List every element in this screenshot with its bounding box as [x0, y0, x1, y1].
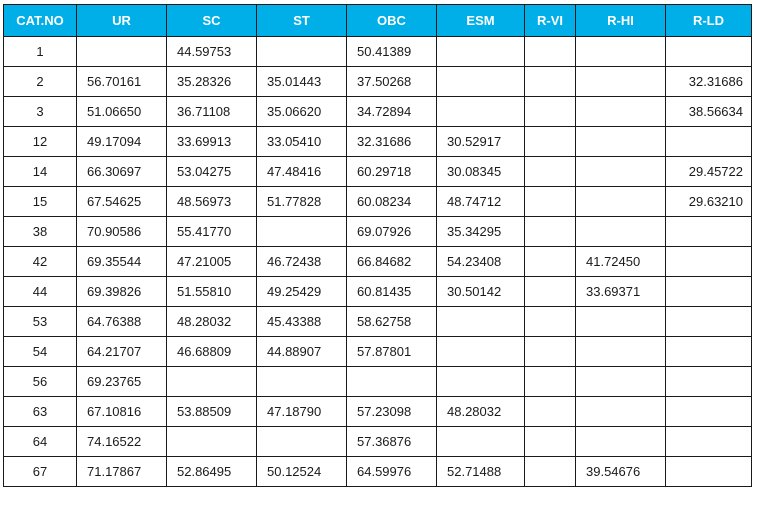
column-header-r-ld: R-LD — [666, 5, 752, 37]
table-row — [4, 217, 752, 247]
cutoff-value-cell — [576, 127, 666, 157]
cutoff-value-cell — [525, 37, 576, 67]
cutoff-value-cell — [525, 337, 576, 367]
column-header-ur: UR — [77, 5, 167, 37]
cutoff-value-cell — [576, 397, 666, 427]
table-row — [4, 67, 752, 97]
table-row — [4, 187, 752, 217]
table-row — [4, 427, 752, 457]
cutoff-value-cell: 49.17094 — [77, 127, 167, 157]
table-row — [4, 277, 752, 307]
cutoff-value-cell: 36.71108 — [167, 97, 257, 127]
cutoff-value-cell: 48.74712 — [437, 187, 525, 217]
cutoff-value-cell: 35.01443 — [257, 67, 347, 97]
category-number-cell: 42 — [4, 247, 77, 277]
cutoff-value-cell: 48.28032 — [437, 397, 525, 427]
cutoff-value-cell — [167, 367, 257, 397]
category-number-cell: 1 — [4, 37, 77, 67]
cutoff-value-cell: 47.48416 — [257, 157, 347, 187]
cutoff-value-cell: 57.87801 — [347, 337, 437, 367]
cutoff-value-cell — [666, 337, 752, 367]
cutoff-value-cell — [576, 217, 666, 247]
cutoff-value-cell: 57.36876 — [347, 427, 437, 457]
cutoff-value-cell: 30.52917 — [437, 127, 525, 157]
table-row — [4, 157, 752, 187]
cutoff-value-cell: 69.35544 — [77, 247, 167, 277]
cutoff-value-cell — [437, 427, 525, 457]
cutoff-value-cell — [437, 37, 525, 67]
cutoff-value-cell: 67.54625 — [77, 187, 167, 217]
column-header-esm: ESM — [437, 5, 525, 37]
cutoff-value-cell — [525, 367, 576, 397]
category-number-cell: 2 — [4, 67, 77, 97]
cutoff-value-cell: 51.06650 — [77, 97, 167, 127]
category-number-cell: 53 — [4, 307, 77, 337]
cutoff-value-cell — [525, 127, 576, 157]
category-number-cell: 56 — [4, 367, 77, 397]
cutoff-value-cell — [576, 157, 666, 187]
cutoff-value-cell — [437, 367, 525, 397]
cutoff-value-cell: 29.63210 — [666, 187, 752, 217]
table-row — [4, 367, 752, 397]
cutoff-value-cell — [576, 187, 666, 217]
table-body — [4, 37, 752, 487]
table-row — [4, 457, 752, 487]
cutoff-value-cell — [666, 127, 752, 157]
cutoff-value-cell: 74.16522 — [77, 427, 167, 457]
cutoff-value-cell — [525, 277, 576, 307]
cutoff-value-cell: 64.59976 — [347, 457, 437, 487]
cutoff-value-cell — [525, 67, 576, 97]
cutoff-value-cell — [257, 367, 347, 397]
category-number-cell: 12 — [4, 127, 77, 157]
cutoff-value-cell — [525, 427, 576, 457]
column-header-r-hi: R-HI — [576, 5, 666, 37]
cutoff-value-cell: 47.18790 — [257, 397, 347, 427]
cutoff-value-cell: 56.70161 — [77, 67, 167, 97]
cutoff-value-cell: 60.81435 — [347, 277, 437, 307]
cutoff-value-cell — [666, 247, 752, 277]
cutoff-value-cell: 33.69371 — [576, 277, 666, 307]
cutoff-value-cell: 30.08345 — [437, 157, 525, 187]
cutoff-value-cell — [666, 307, 752, 337]
cutoff-value-cell: 64.21707 — [77, 337, 167, 367]
cutoff-value-cell: 70.90586 — [77, 217, 167, 247]
cutoff-value-cell: 53.04275 — [167, 157, 257, 187]
cutoff-value-cell — [666, 427, 752, 457]
cutoff-value-cell: 50.41389 — [347, 37, 437, 67]
cutoff-value-cell — [347, 367, 437, 397]
cutoff-value-cell: 35.06620 — [257, 97, 347, 127]
category-number-cell: 64 — [4, 427, 77, 457]
category-number-cell: 14 — [4, 157, 77, 187]
cutoff-value-cell: 50.12524 — [257, 457, 347, 487]
cutoff-value-cell: 51.77828 — [257, 187, 347, 217]
table-row — [4, 37, 752, 67]
cutoff-value-cell: 29.45722 — [666, 157, 752, 187]
table-row — [4, 337, 752, 367]
cutoff-value-cell — [437, 67, 525, 97]
cutoff-value-cell: 60.29718 — [347, 157, 437, 187]
cutoff-value-cell — [525, 397, 576, 427]
table-row — [4, 397, 752, 427]
category-number-cell: 63 — [4, 397, 77, 427]
cutoff-value-cell: 35.28326 — [167, 67, 257, 97]
cutoff-value-cell: 51.55810 — [167, 277, 257, 307]
table-row — [4, 307, 752, 337]
cutoff-value-cell: 64.76388 — [77, 307, 167, 337]
cutoff-value-cell — [525, 157, 576, 187]
cutoff-value-cell: 71.17867 — [77, 457, 167, 487]
cutoff-value-cell — [167, 427, 257, 457]
cutoff-value-cell — [525, 307, 576, 337]
cutoff-value-cell — [666, 457, 752, 487]
category-number-cell: 44 — [4, 277, 77, 307]
cutoff-value-cell — [525, 97, 576, 127]
cutoff-value-cell: 66.84682 — [347, 247, 437, 277]
cutoff-value-cell: 30.50142 — [437, 277, 525, 307]
cutoff-value-cell: 38.56634 — [666, 97, 752, 127]
cutoff-value-cell — [257, 37, 347, 67]
cutoff-value-cell: 32.31686 — [666, 67, 752, 97]
cutoff-value-cell: 33.69913 — [167, 127, 257, 157]
column-header-r-vi: R-VI — [525, 5, 576, 37]
table-row — [4, 97, 752, 127]
cutoff-value-cell: 45.43388 — [257, 307, 347, 337]
cutoff-value-cell: 44.88907 — [257, 337, 347, 367]
cutoff-value-cell: 57.23098 — [347, 397, 437, 427]
cutoff-value-cell: 67.10816 — [77, 397, 167, 427]
cutoff-value-cell: 53.88509 — [167, 397, 257, 427]
cutoff-value-cell — [666, 397, 752, 427]
cutoff-value-cell — [666, 367, 752, 397]
cutoff-value-cell: 41.72450 — [576, 247, 666, 277]
cutoff-value-cell: 54.23408 — [437, 247, 525, 277]
cutoff-value-cell: 33.05410 — [257, 127, 347, 157]
cutoff-value-cell: 44.59753 — [167, 37, 257, 67]
cutoff-value-cell — [525, 457, 576, 487]
cutoff-value-cell — [257, 217, 347, 247]
cutoff-value-cell: 34.72894 — [347, 97, 437, 127]
cutoff-value-cell: 39.54676 — [576, 457, 666, 487]
cutoff-value-cell: 37.50268 — [347, 67, 437, 97]
cutoff-value-cell: 49.25429 — [257, 277, 347, 307]
category-number-cell: 38 — [4, 217, 77, 247]
cutoff-value-cell: 52.71488 — [437, 457, 525, 487]
cutoff-value-cell: 69.23765 — [77, 367, 167, 397]
table-row — [4, 247, 752, 277]
cutoff-value-cell: 47.21005 — [167, 247, 257, 277]
cutoff-value-cell: 46.68809 — [167, 337, 257, 367]
cutoff-value-cell: 60.08234 — [347, 187, 437, 217]
cutoff-value-cell: 52.86495 — [167, 457, 257, 487]
column-header-sc: SC — [167, 5, 257, 37]
column-header-st: ST — [257, 5, 347, 37]
cutoff-value-cell — [666, 277, 752, 307]
category-number-cell: 3 — [4, 97, 77, 127]
cutoff-value-cell: 66.30697 — [77, 157, 167, 187]
column-header-obc: OBC — [347, 5, 437, 37]
cutoff-table-container — [3, 4, 752, 487]
cutoff-value-cell — [576, 337, 666, 367]
table-row — [4, 127, 752, 157]
cutoff-value-cell: 48.28032 — [167, 307, 257, 337]
cutoff-value-cell: 46.72438 — [257, 247, 347, 277]
cutoff-value-cell — [525, 217, 576, 247]
cutoff-value-cell — [525, 187, 576, 217]
cutoff-value-cell: 69.07926 — [347, 217, 437, 247]
column-header-cat-no: CAT.NO — [4, 5, 77, 37]
category-number-cell: 15 — [4, 187, 77, 217]
cutoff-marks-table — [3, 4, 752, 487]
cutoff-value-cell — [576, 97, 666, 127]
cutoff-value-cell — [666, 217, 752, 247]
cutoff-value-cell — [525, 247, 576, 277]
cutoff-value-cell: 35.34295 — [437, 217, 525, 247]
cutoff-value-cell: 58.62758 — [347, 307, 437, 337]
cutoff-value-cell: 32.31686 — [347, 127, 437, 157]
cutoff-value-cell — [437, 337, 525, 367]
cutoff-value-cell — [576, 307, 666, 337]
cutoff-value-cell — [666, 37, 752, 67]
cutoff-value-cell — [576, 367, 666, 397]
category-number-cell: 54 — [4, 337, 77, 367]
cutoff-value-cell — [437, 97, 525, 127]
cutoff-value-cell: 48.56973 — [167, 187, 257, 217]
cutoff-value-cell: 55.41770 — [167, 217, 257, 247]
table-header-row — [4, 5, 752, 37]
cutoff-value-cell — [77, 37, 167, 67]
cutoff-value-cell — [576, 37, 666, 67]
cutoff-value-cell — [437, 307, 525, 337]
cutoff-value-cell: 69.39826 — [77, 277, 167, 307]
cutoff-value-cell — [576, 427, 666, 457]
cutoff-value-cell — [257, 427, 347, 457]
category-number-cell: 67 — [4, 457, 77, 487]
cutoff-value-cell — [576, 67, 666, 97]
